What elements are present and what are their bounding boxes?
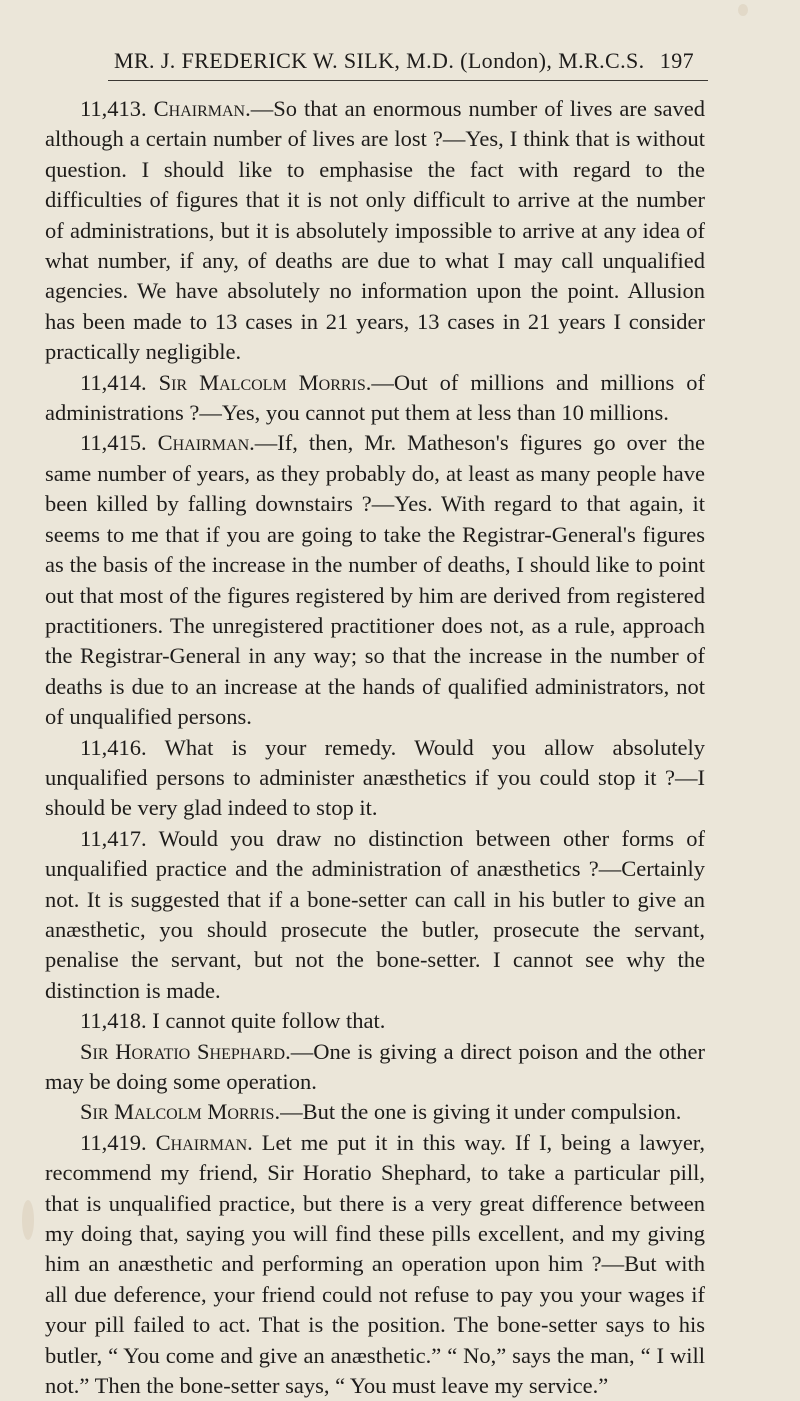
paragraph-morris — [45, 1097, 705, 1127]
speaker-name: Chairman. — [153, 96, 251, 121]
paragraph-11418 — [45, 1006, 705, 1036]
paragraph-text: Let me put it in this way. If I, being a lawyer, recommend my friend, Sir Horatio Shephard, to take a particular pill, that is unqualified practice, but there is a very great difference between my doing that, saying you will find these pills excellent, and my giving him an anæsthetic and performing an operation upon him ?—But with all due deference, your friend could not refuse to pay you your wages if your pill failed to act. That is the position. The bone-setter says to his butler, “ You come and give an anæsthetic.” “ No,” says the man, “ I will not.” Then the bone-setter says, “ You must leave my service.” — [45, 1129, 706, 1399]
paragraph-text: Would you draw no distinction between other forms of unqualified practice and the administration of anæsthetics ?—Certainly not. It is suggested that if a bone-setter can call in his butler to give an anæsthetic, you should prosecute the butler, prosecute the servant, penalise the servant, but not the bone-setter. I cannot see why the distinction is made. — [45, 825, 705, 1003]
paragraph-number: 11,418. — [80, 1008, 147, 1034]
speaker-name: Chairman. — [157, 430, 255, 456]
paragraph-number: 11,413. — [80, 96, 147, 121]
paragraph-11417 — [45, 824, 705, 1006]
paragraph-number: 11,419. — [80, 1129, 147, 1155]
body-text — [45, 94, 705, 1401]
paragraph-text: —Out of millions and millions of administrations ?—Yes, you cannot put them at less than 10 millions. — [45, 369, 705, 426]
paper-spot — [22, 1200, 34, 1240]
paragraph-text: What is your remedy. Would you allow absolutely unqualified persons to administer anæsthetics if you could stop it ?—I should be very glad indeed to stop it. — [45, 734, 705, 821]
paragraph-text: —So that an enormous number of lives are saved although a certain number of lives are lost ?—Yes, I think that is without question. I should like to emphasise the fact with regard to the difficulties of figures that it is not only difficult to arrive at the number of administrations, but it is absolutely impossible to arrive at any idea of what number, if any, of deaths are due to what I may call unqualified agencies. We have absolutely no information upon the point. Allusion has been made to 13 cases in 21 years, 13 cases in 21 years I consider practically negligible. — [45, 96, 706, 365]
speaker-name: Chairman. — [155, 1129, 253, 1155]
header-rule — [108, 80, 708, 81]
paper-spot — [738, 4, 748, 16]
speaker-name: Sir Malcolm Morris. — [158, 369, 372, 395]
paragraph-11413 — [45, 94, 705, 368]
paragraph-text: —If, then, Mr. Matheson's figures go over the same number of years, as they probably do, at least as many people have been killed by falling downstairs ?—Yes. With regard to that again, it seems to me that if you are going to take the Registrar-General's figures as the basis of the increase in the number of deaths, I should like to point out that most of the figures registered by him are derived from registered practitioners. The unregistered practitioner does not, as a rule, approach the Registrar-General in any way; so that the increase in the number of deaths is due to an increase at the hands of qualified administrators, not of unqualified persons. — [45, 430, 706, 730]
paragraph-11414 — [45, 368, 705, 429]
page-number: 197 — [659, 48, 694, 73]
speaker-name: Sir Malcolm Morris. — [80, 1099, 281, 1125]
running-head — [104, 48, 694, 78]
paragraph-text: —One is giving a direct poison and the other may be doing some operation. — [45, 1038, 705, 1094]
paragraph-11419 — [45, 1128, 705, 1401]
paragraph-text: I cannot quite follow that. — [152, 1008, 386, 1034]
paragraph-number: 11,416. — [80, 734, 147, 760]
paragraph-shephard — [45, 1037, 705, 1098]
paragraph-number: 11,414. — [80, 369, 147, 395]
paragraph-11415 — [45, 428, 705, 732]
paragraph-text: —But the one is giving it under compulsion. — [280, 1099, 682, 1125]
speaker-name: Sir Horatio Shephard. — [80, 1038, 291, 1064]
paragraph-11416 — [45, 733, 705, 824]
running-head-title: MR. J. FREDERICK W. SILK, M.D. (London), M.R.C.S. — [114, 48, 645, 73]
paragraph-number: 11,417. — [80, 825, 147, 851]
paragraph-number: 11,415. — [80, 430, 147, 456]
